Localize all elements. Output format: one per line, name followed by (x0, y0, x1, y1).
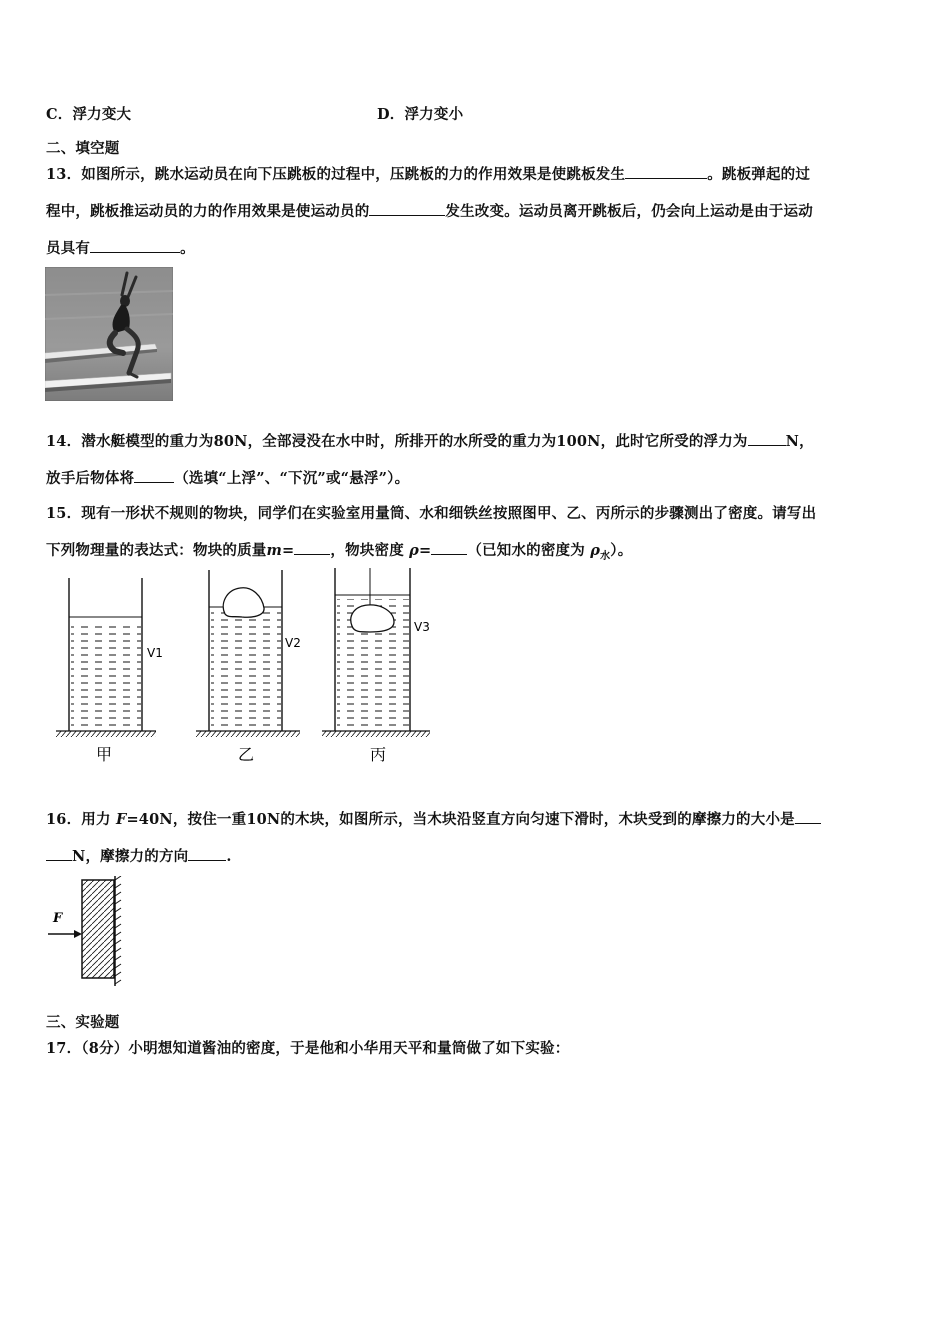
q15-text-2b: ，物块密度 (330, 542, 404, 559)
option-c: C．浮力变大 (46, 106, 132, 123)
q13-text-3b: 。 (180, 240, 195, 257)
q13-text-1b: 。跳板弹起的过 (707, 166, 811, 183)
q14-line-1 (46, 430, 814, 451)
q16-line-2 (46, 845, 232, 866)
force-label: F (53, 911, 63, 926)
cylinder-yi (196, 570, 301, 764)
q16-text-2a: N，摩擦力的方向 (72, 848, 189, 865)
q17-line-1: 17．（8分）小明想知道酱油的密度，于是他和小华用天平和量筒做了如下实验： (46, 1040, 570, 1057)
q16-line-1 (46, 808, 821, 829)
q14-text-1b: N， (785, 433, 814, 450)
cylinders-figure (52, 568, 437, 768)
q13-text-1a: 13．如图所示，跳水运动员在向下压跳板的过程中，压跳板的力的作用效果是使跳板发生 (46, 166, 626, 183)
q13-blank-1[interactable] (625, 164, 707, 179)
q15-text-2c: （已知水的密度为 (467, 542, 585, 559)
q16-text-1b: =40N，按住一重10N的木块，如图所示，当木块沿竖直方向匀速下滑时，木块受到的摩擦力的大小是 (126, 811, 795, 828)
label-bing: 丙 (370, 745, 387, 764)
q15-water-density-symbol: ρ (590, 542, 601, 559)
q13-line-3 (46, 237, 195, 258)
label-yi: 乙 (238, 745, 255, 764)
diver-photo (45, 267, 173, 401)
q14-text-2b: （选填“上浮”、“下沉”或“悬浮”）。 (174, 470, 410, 487)
q16-blank-2[interactable] (188, 846, 226, 861)
q16-text-2b: . (226, 848, 232, 865)
q14-line-2 (46, 467, 409, 488)
label-v1: V1 (147, 646, 163, 660)
q15-blank-density[interactable] (431, 540, 467, 555)
q15-water-subscript: 水 (600, 550, 611, 562)
label-jia: 甲 (96, 745, 113, 764)
q16-text-1a: 16．用力 (46, 811, 111, 828)
cylinder-bing (322, 568, 430, 764)
q15-density-symbol: ρ= (409, 542, 432, 559)
q13-line-2 (46, 200, 813, 221)
q14-text-1a: 14．潜水艇模型的重力为80N，全部浸没在水中时，所排开的水所受的重力为100N，此时它所受的浮力为 (46, 433, 748, 450)
q14-blank-1[interactable] (748, 431, 786, 446)
q13-text-2b: 发生改变。运动员离开跳板后，仍会向上运动是由于运动 (445, 203, 813, 220)
q13-text-3a: 员具有 (46, 240, 91, 257)
q16-blank-1b[interactable] (46, 846, 72, 861)
q13-blank-3[interactable] (90, 238, 180, 253)
q15-text-2d: ）。 (610, 542, 633, 559)
q15-text-2a: 下列物理量的表达式：物块的质量 (46, 542, 267, 559)
label-v2: V2 (285, 636, 301, 650)
q13-text-2a: 程中，跳板推运动员的力的作用效果是使运动员的 (46, 203, 370, 220)
option-d: D．浮力变小 (377, 106, 464, 123)
cylinder-jia (56, 578, 163, 764)
label-v3: V3 (414, 620, 430, 634)
q16-force-symbol: F (115, 811, 127, 828)
q14-blank-2[interactable] (134, 468, 174, 483)
q13-line-1 (46, 163, 810, 184)
q13-blank-2[interactable] (369, 201, 445, 216)
q14-text-2a: 放手后物体将 (46, 470, 135, 487)
section-heading-fill-in: 二、填空题 (46, 140, 120, 157)
q15-line-1: 15．现有一形状不规则的物块，同学们在实验室用量筒、水和细铁丝按照图甲、乙、丙所示的步骤测出了密度。请写出 (46, 505, 817, 522)
q15-line-2 (46, 539, 632, 562)
q15-blank-mass[interactable] (294, 540, 330, 555)
q16-blank-1a[interactable] (795, 809, 821, 824)
section-heading-experiment: 三、实验题 (46, 1014, 120, 1031)
q15-mass-symbol: m= (266, 542, 295, 559)
block-wall-figure (44, 876, 128, 988)
